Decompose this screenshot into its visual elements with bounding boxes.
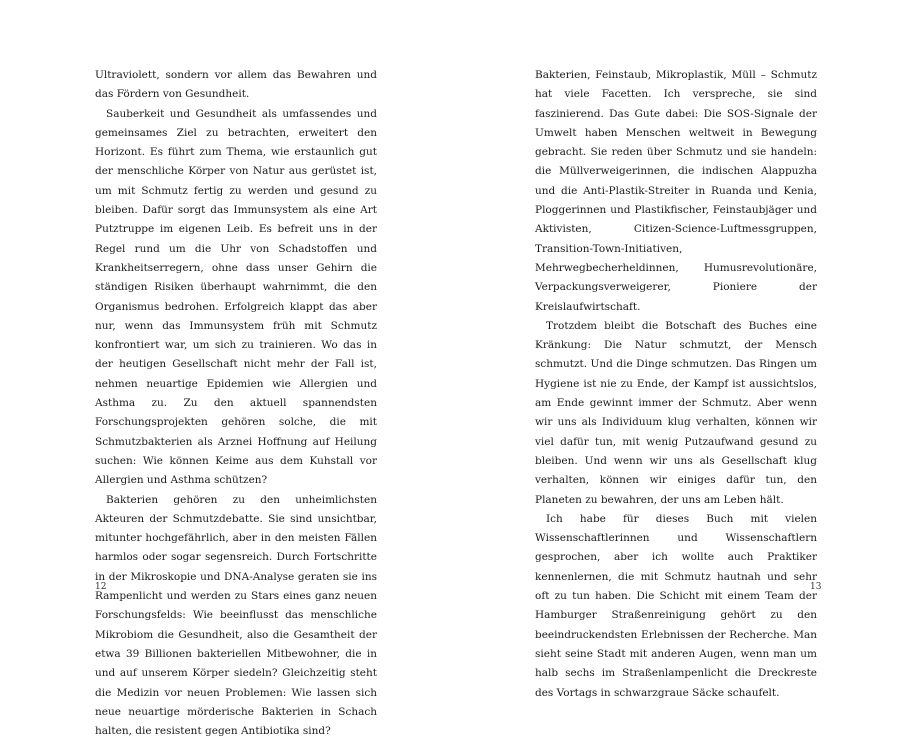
- right-page-text: [535, 66, 817, 703]
- right-paragraph-3: Ich habe für dieses Buch mit vielen Wissenschaftlerinnen und Wissenschaftlern gesprochen, aber ich wollte auch Praktiker kennenlernen, die mit Schmutz hautnah und sehr oft zu tun haben. Die Schicht mit einem Team der Hamburger Straßenreinigung gehört zu den beeindruckendsten Erlebnissen der Recherche. Man sieht seine Stadt mit anderen Augen, wenn man um halb sechs im Straßenlampenlicht die Dreckreste des Vortags in schwarzgraue Säcke schaufelt.: [535, 512, 817, 699]
- left-paragraph-2: Sauberkeit und Gesundheit als umfassendes und gemeinsames Ziel zu betrachten, erweitert den Horizont. Es führt zum Thema, wie erstaunlich gut der menschliche Körper von Natur aus gerüstet ist, um mit Schmutz fertig zu werden und gesund zu bleiben. Dafür sorgt das Immunsystem als eine Art Putztruppe im eigenen Leib. Es befreit uns in der Regel rund um die Uhr von Schadstoffen und Krankheitserregern, ohne dass unser Gehirn die ständigen Risiken überhaupt wahrnimmt, die den Organismus bedrohen. Erfolgreich klappt das aber nur, wenn das Immunsystem früh mit Schmutz konfrontiert war, um sich zu trainieren. Wo das in der heutigen Gesellschaft nicht mehr der Fall ist, nehmen neuartige Epidemien wie Allergien und Asthma zu. Zu den aktuell spannendsten Forschungsprojekten gehören solche, die mit Schmutzbakterien als Arznei Hoffnung auf Heilung suchen: Wie können Keime aus dem Kuhstall vor Allergien und Asthma schützen?: [95, 107, 377, 487]
- right-page-number: 13: [810, 582, 822, 592]
- left-paragraph-3: Bakterien gehören zu den unheimlichsten Akteuren der Schmutzdebatte. Sie sind unsichtbar, mitunter hochgefährlich, aber in den meisten Fällen harmlos oder sogar segensreich. Durch Fortschritte in der Mikroskopie und DNA-Analyse geraten sie ins Rampenlicht und werden zu Stars eines ganz neuen Forschungsfelds: Wie beeinflusst das menschliche Mikrobiom die Gesundheit, also die Gesamtheit der etwa 39 Billionen bakteriellen Mitbewohner, die in und auf unserem Körper siedeln? Gleichzeitig steht die Medizin vor neuen Problemen: Wie lassen sich neue neuartige mörderische Bakterien in Schach halten, die resistent gegen Antibiotika sind?: [95, 493, 377, 738]
- left-page-text: [95, 66, 377, 741]
- left-paragraph-1: Ultraviolett, sondern vor allem das Bewahren und das Fördern von Gesundheit.: [95, 69, 377, 101]
- left-page-number: 12: [95, 582, 107, 592]
- right-paragraph-2: Trotzdem bleibt die Botschaft des Buches eine Kränkung: Die Natur schmutzt, der Mensch schmutzt. Und die Dinge schmutzen. Das Ringen um Hygiene ist nie zu Ende, der Kampf ist aussichtslos, am Ende gewinnt immer der Schmutz. Aber wenn wir uns als Individuum klug verhalten, können wir viel dafür tun, mit wenig Putzaufwand gesund zu bleiben. Und wenn wir uns als Gesellschaft klug verhalten, können wir einiges dafür tun, den Planeten zu bewahren, der uns am Leben hält.: [535, 319, 817, 506]
- right-paragraph-1: Bakterien, Feinstaub, Mikroplastik, Müll – Schmutz hat viele Facetten. Ich verspreche, sie sind faszinierend. Das Gute dabei: Die SOS-Signale der Umwelt haben Menschen weltweit in Bewegung gebracht. Sie reden über Schmutz und sie handeln: die Müllverweigerinnen, die indischen Alappuzha und die Anti-Plastik-Streiter in Ruanda und Kenia, Ploggerinnen und Plastikfischer, Feinstaubjäger und Aktivisten, Citizen-Science-Luftmessgruppen, Transition-Town-Initiativen, Mehrwegbecherheldinnen, Humusrevolutionäre, Verpackungsverweigerer, Pioniere der Kreislaufwirtschaft.: [535, 69, 817, 313]
- gutter: [457, 0, 459, 648]
